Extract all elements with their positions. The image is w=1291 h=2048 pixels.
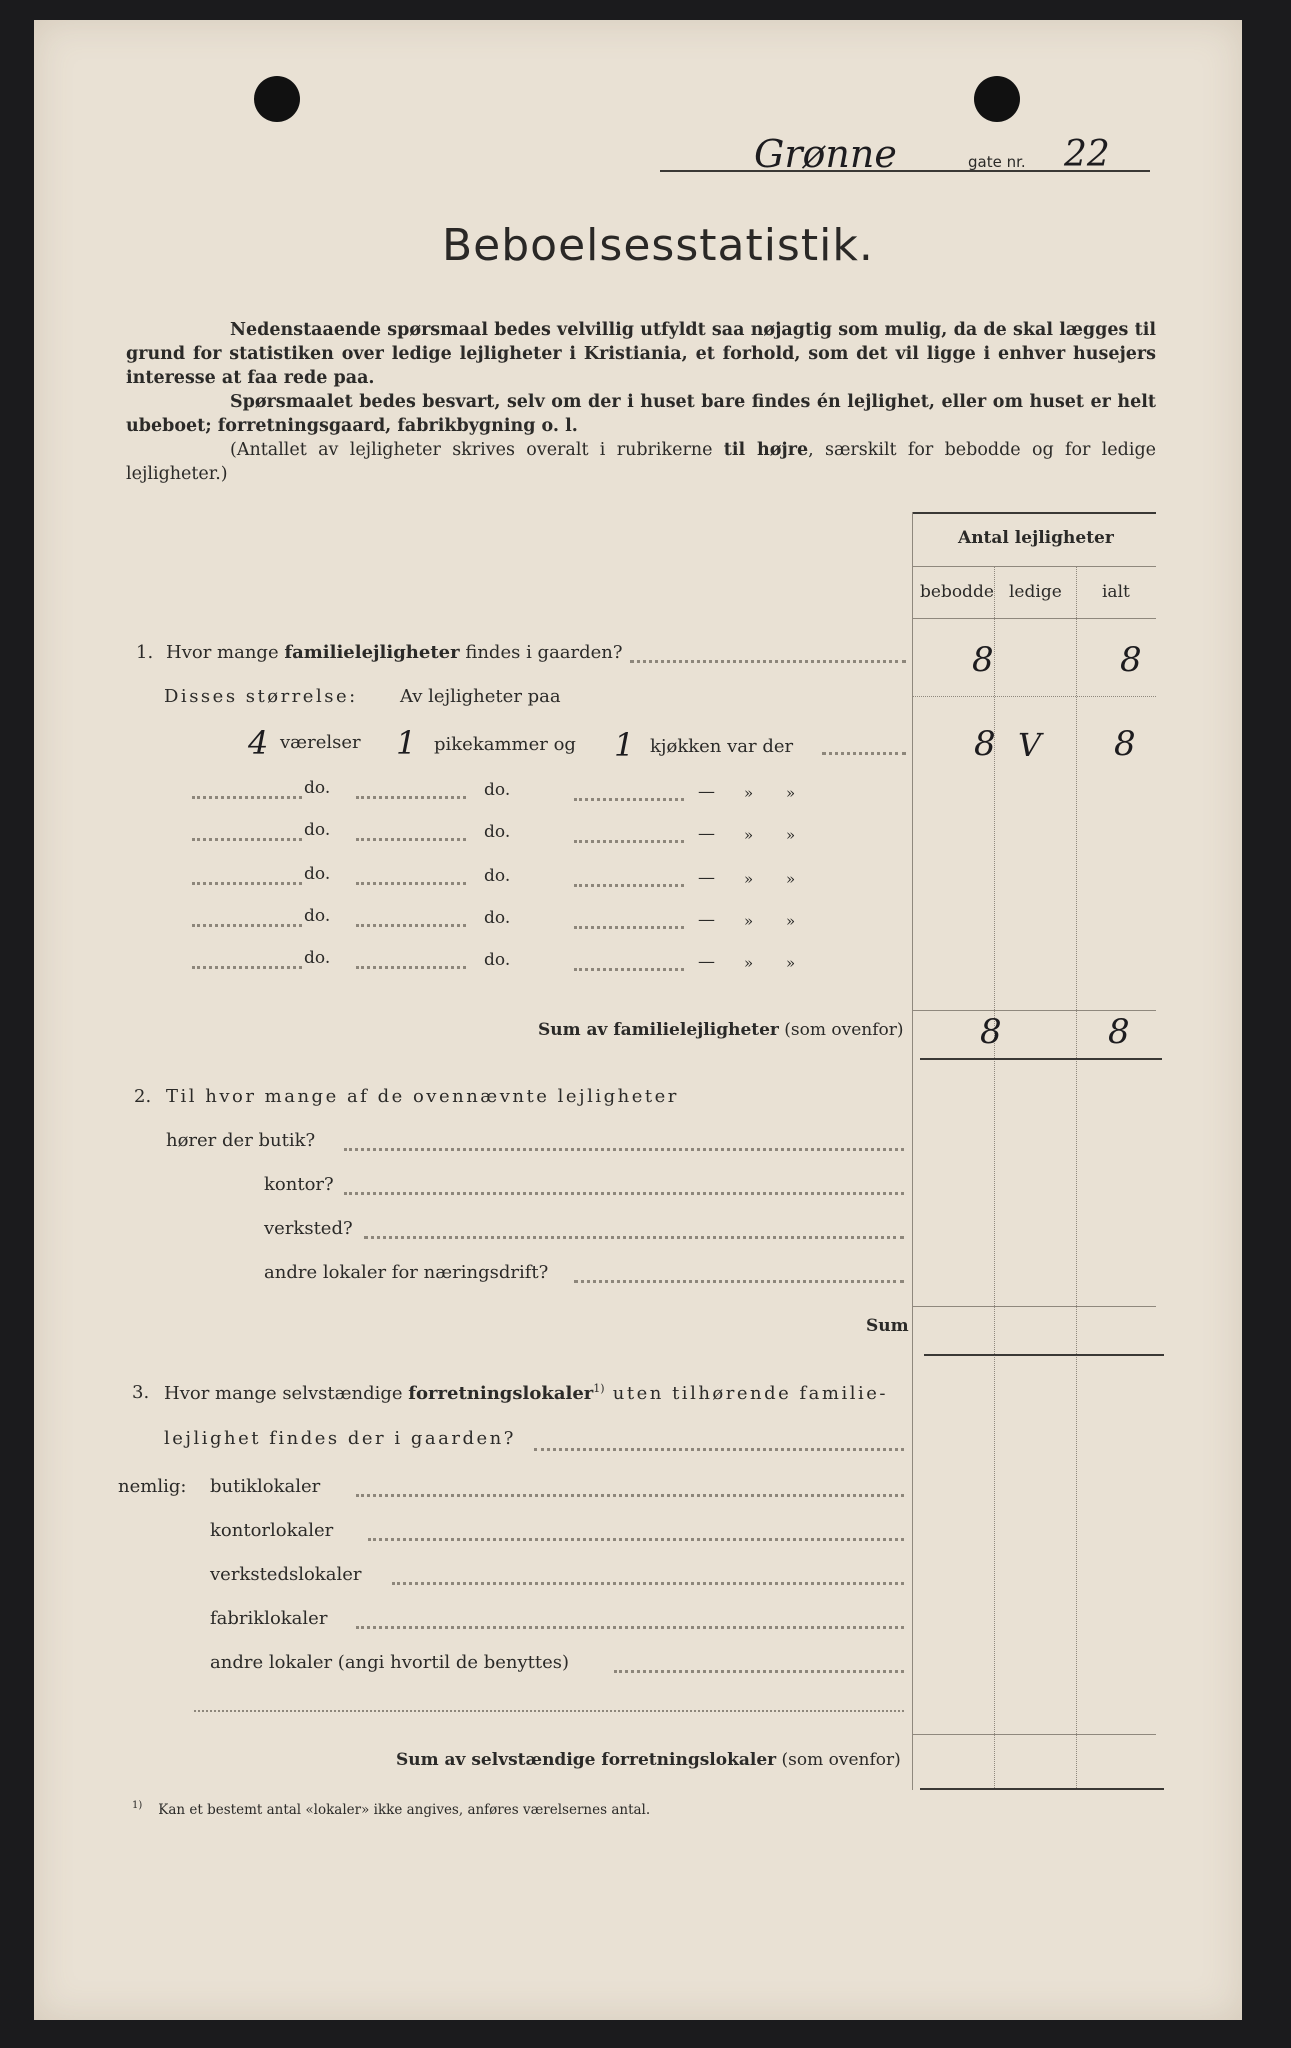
row1-ialt: 8 — [1114, 724, 1136, 764]
intro-text — [126, 318, 1156, 486]
intro-p3-a: (Antallet av lejligheter skrives overalt i rubrikerne — [230, 440, 724, 460]
q2-question: Til hvor mange af de ovennævnte lejligheter — [166, 1086, 679, 1107]
q3-question — [164, 1382, 888, 1404]
do-row-quote-2: » — [786, 912, 796, 930]
col-header-ledige: ledige — [1009, 582, 1062, 602]
q2-number: 2. — [134, 1086, 152, 1107]
do-row-blank-2 — [356, 966, 466, 969]
do-row-dash: — — [698, 824, 715, 844]
q3-sum-label — [396, 1750, 901, 1770]
q3-sum-note: (som ovenfor) — [776, 1750, 901, 1770]
do-row-do-1: do. — [304, 948, 331, 968]
punch-hole-right — [974, 76, 1020, 122]
do-row-do-2: do. — [484, 950, 511, 970]
q3-text-c: uten tilhørende familie- — [604, 1383, 888, 1404]
do-row-do-2: do. — [484, 866, 511, 886]
row1-hw-kjokken: 1 — [614, 726, 635, 764]
table-group-header: Antal lejligheter — [958, 528, 1114, 548]
do-row-blank-2 — [356, 924, 466, 927]
do-row-blank-1 — [192, 882, 302, 885]
table-col-divider-2 — [1076, 566, 1078, 1790]
form-page — [34, 20, 1242, 2020]
q1-sum-bold: Sum av familielejligheter — [538, 1020, 779, 1040]
q2-kontor-dots — [344, 1192, 904, 1195]
do-row-do-1: do. — [304, 820, 331, 840]
q2-andre: andre lokaler for næringsdrift? — [264, 1262, 549, 1283]
q3-footnote-ref: 1) — [593, 1382, 605, 1395]
street-name-handwritten: Grønne — [754, 132, 897, 176]
address-line — [660, 170, 1150, 172]
row1-hw-vaerelser: 4 — [248, 724, 269, 762]
q3-sum-top-rule — [912, 1734, 1156, 1735]
q3-sum-bold: Sum av selvstændige forretningslokaler — [396, 1750, 777, 1770]
do-row-dash: — — [698, 910, 715, 930]
do-row-quote-1: » — [744, 784, 754, 802]
q1-sum-ialt: 8 — [1108, 1012, 1130, 1052]
page-title: Beboelsesstatistik. — [442, 220, 874, 271]
q1-number: 1. — [136, 642, 154, 663]
row1-bebodde: 8 — [974, 724, 996, 764]
do-row-dash: — — [698, 952, 715, 972]
q3-line2-dots — [534, 1448, 904, 1451]
gate-label: gate nr. — [968, 153, 1026, 171]
q3-text-bold: forretningslokaler — [408, 1383, 594, 1404]
do-row-quote-1: » — [744, 954, 754, 972]
intro-p3-bold: til højre — [723, 440, 809, 460]
footnote-mark: 1) — [132, 1800, 143, 1811]
q2-butik-dots — [344, 1148, 904, 1151]
q1-sum-bebodde: 8 — [980, 1012, 1002, 1052]
q1-sum-note: (som ovenfor) — [778, 1020, 904, 1040]
footnote — [132, 1800, 650, 1818]
do-row-blank-1 — [192, 924, 302, 927]
q2-sum-label: Sum — [866, 1316, 909, 1336]
q1-sub-label: Disses størrelse: — [164, 686, 358, 707]
q2-sum-top-rule — [912, 1306, 1156, 1307]
do-row-quote-2: » — [786, 954, 796, 972]
do-row-blank-2 — [356, 796, 466, 799]
row1-hw-pikekammer: 1 — [396, 724, 417, 762]
q3-sum-bottom-rule — [920, 1788, 1164, 1790]
do-row-blank-2 — [356, 838, 466, 841]
do-row-blank-1 — [192, 838, 302, 841]
q1-answer-divider — [912, 696, 1156, 698]
row1-vaerelser: værelser — [280, 732, 361, 753]
table-top-rule — [912, 512, 1156, 514]
do-row-quote-2: » — [786, 826, 796, 844]
row1-kjokken: kjøkken var der — [650, 736, 794, 757]
q1-leader-dots — [630, 660, 906, 663]
table-head-divider — [912, 618, 1156, 619]
gate-number-handwritten: 22 — [1064, 134, 1110, 175]
do-row-dash: — — [698, 868, 715, 888]
do-row-dash: — — [698, 782, 715, 802]
q1-text-c: findes i gaarden? — [459, 642, 623, 663]
q2-butik: hører der butik? — [166, 1130, 316, 1151]
do-row-blank-3 — [574, 884, 684, 887]
q3-verkstedslokaler: verkstedslokaler — [210, 1564, 362, 1585]
do-row-do-1: do. — [304, 864, 331, 884]
do-row-blank-2 — [356, 882, 466, 885]
intro-p3-c: , særskilt for bebodde og for ledige lejligheter.) — [126, 440, 1156, 484]
do-row-do-2: do. — [484, 822, 511, 842]
q3-andre: andre lokaler (angi hvortil de benyttes) — [210, 1652, 570, 1673]
q3-fabrik-dots — [356, 1626, 904, 1629]
q2-verksted: verksted? — [264, 1218, 353, 1239]
q2-sum-bottom-rule — [924, 1354, 1164, 1356]
q1-answer-ialt: 8 — [1120, 640, 1142, 680]
q1-sum-label — [538, 1020, 904, 1040]
q3-question-line2: lejlighet findes der i gaarden? — [164, 1428, 516, 1449]
q2-andre-dots — [574, 1280, 904, 1283]
q1-question — [166, 642, 623, 663]
do-row-blank-3 — [574, 798, 684, 801]
row1-leader-dots — [822, 752, 906, 755]
q1-sum-bottom-rule — [920, 1058, 1162, 1060]
do-row-quote-2: » — [786, 870, 796, 888]
table-left-border — [912, 512, 913, 1790]
do-row-quote-1: » — [744, 912, 754, 930]
q3-text-a: Hvor mange selvstændige — [164, 1383, 409, 1404]
q3-andre-dots — [614, 1670, 904, 1673]
q1-text-a: Hvor mange — [166, 642, 285, 663]
do-row-quote-2: » — [786, 784, 796, 802]
q2-verksted-dots — [364, 1236, 904, 1239]
intro-paragraph-1: Nedenstaaende spørsmaal bedes velvillig utfyldt saa nøjagtig som mulig, da de skal lægges til grund for statistiken over ledige lejligheter i Kristiania, et forhold, som det vil ligge i enhver husejers interesse at faa rede paa. — [126, 320, 1156, 388]
q3-butik-dots — [356, 1494, 904, 1497]
intro-paragraph-3 — [126, 438, 1156, 486]
q3-nemlig: nemlig: — [118, 1476, 187, 1497]
q3-verksted-dots — [392, 1582, 904, 1585]
do-row-blank-3 — [574, 840, 684, 843]
q3-butiklokaler: butiklokaler — [210, 1476, 321, 1497]
q2-kontor: kontor? — [264, 1174, 334, 1195]
do-row-do-2: do. — [484, 908, 511, 928]
intro-paragraph-2: Spørsmaalet bedes besvart, selv om der i huset bare findes én lejlighet, eller om huset er helt ubeboet; forretningsgaard, fabrikbygning o. l. — [126, 392, 1156, 436]
do-row-quote-1: » — [744, 826, 754, 844]
do-row-do-2: do. — [484, 780, 511, 800]
do-row-do-1: do. — [304, 906, 331, 926]
col-header-ialt: ialt — [1102, 582, 1130, 602]
row1-ledige: V — [1018, 726, 1042, 764]
q1-text-bold: familielejligheter — [284, 642, 460, 663]
do-row-quote-1: » — [744, 870, 754, 888]
do-row-blank-3 — [574, 968, 684, 971]
punch-hole-left — [254, 76, 300, 122]
q1-sum-top-rule — [912, 1010, 1156, 1011]
q1-answer-bebodde: 8 — [972, 640, 994, 680]
q3-blank-line — [194, 1710, 904, 1712]
q3-kontorlokaler: kontorlokaler — [210, 1520, 334, 1541]
do-row-blank-3 — [574, 926, 684, 929]
q3-fabriklokaler: fabriklokaler — [210, 1608, 328, 1629]
do-row-blank-1 — [192, 966, 302, 969]
q3-kontor-dots — [368, 1538, 904, 1541]
q1-sub-label-2: Av lejligheter paa — [400, 686, 561, 707]
do-row-blank-1 — [192, 796, 302, 799]
q3-number: 3. — [132, 1382, 150, 1403]
table-group-divider — [912, 566, 1156, 567]
col-header-bebodde: bebodde — [920, 582, 994, 602]
do-row-do-1: do. — [304, 778, 331, 798]
footnote-text: Kan et bestemt antal «lokaler» ikke angives, anføres værelsernes antal. — [158, 1801, 651, 1818]
row1-pikekammer: pikekammer og — [434, 734, 576, 755]
